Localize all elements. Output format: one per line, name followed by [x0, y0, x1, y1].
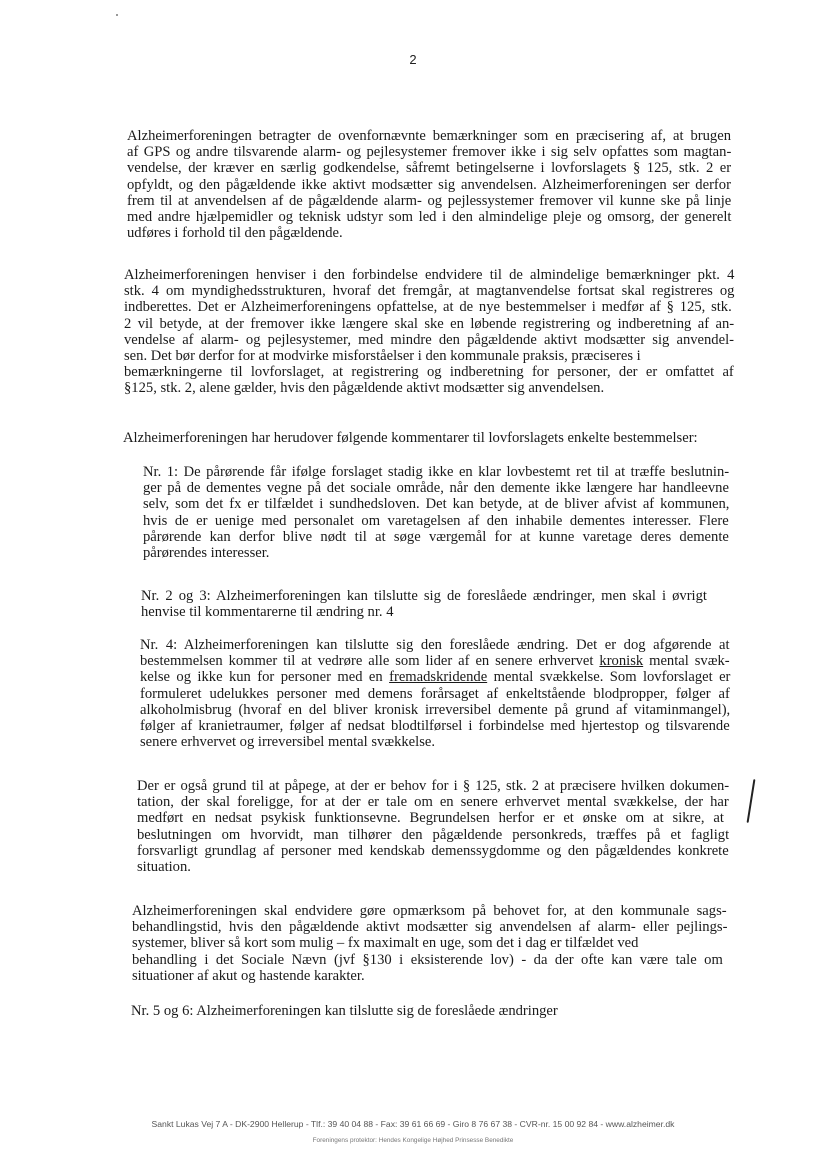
text-segment: kelse og ikke kun for personer med en: [140, 669, 390, 686]
text-segment: mental svæk-: [643, 653, 730, 670]
text-line: Alzheimerforeningen har herudover følgende kommentarer til lovforslagets enkelte bestemmelser:: [123, 430, 698, 446]
footer-patron: Foreningens protektor: Hendes Kongelige Højhed Prinsesse Benedikte: [312, 1137, 514, 1144]
text-line: Nr. 4: Alzheimerforeningen kan tilslutte sig den foreslåede ændring. Det er dog afgørende at: [140, 637, 730, 653]
underlined-word-fremadskridende: fremadskridende: [389, 669, 488, 686]
text-line: bemærkningerne til lovforslaget, at registrering og indberetning for personer, der er omfattet af: [124, 364, 734, 381]
paragraph-gps-precision: [127, 128, 731, 241]
scan-speck: [116, 14, 118, 16]
paragraph-case-processing: [132, 903, 727, 984]
text-line: behandling i det Sociale Nævn (jvf §130 i eksisterende lov) - da der ofte kan være tale om: [132, 951, 723, 968]
paragraph-nr-1: [143, 464, 729, 561]
text-line: opfyldt, og den pågældende ikke aktivt modsætter sig anvendelsen. Alzheimerforeningen ser derfor: [127, 176, 731, 193]
text-line: medført en nedsat psykisk funktionsevne. Begrundelsen herfor er et ønske om at sikre, at: [137, 810, 724, 827]
text-line: udføres i forhold til den pågældende.: [127, 225, 343, 242]
text-segment: mental svækkelse. Som lovforslaget er: [487, 669, 731, 686]
text-line: selv, som det fx er tilfældet i sundhedsloven. Det kan betyde, at de bliver afvist af kommunen,: [143, 496, 730, 513]
text-line: Alzheimerforeningen betragter de ovenfornævnte bemærkninger som en præcisering af, at brugen: [127, 128, 731, 144]
text-line: Alzheimerforeningen henviser i den forbindelse endvidere til de almindelige bemærkninger pkt. 4: [124, 267, 735, 283]
text-line: senere erhvervet og irreversibel mental svækkelse.: [140, 734, 436, 751]
text-line: Der er også grund til at påpege, at der er behov for i § 125, stk. 2 at præcisere hvilken dokumen-: [137, 778, 730, 794]
underlined-word-kronisk: kronisk: [599, 653, 644, 670]
text-line: ger på de dementes vegne på det sociale område, når den demente ikke længere har handleevne: [143, 480, 729, 497]
text-line: med andre hjælpemidler og teknisk udstyr som led i den almindelige pleje og omsorg, der generelt: [127, 209, 732, 226]
text-line: situationer af akut og hastende karakter.: [132, 967, 365, 984]
text-line: pårørendes interesser.: [143, 545, 270, 562]
paragraph-intro-comments: [123, 430, 729, 446]
text-line: situation.: [137, 859, 191, 876]
text-line-with-underline: [140, 669, 730, 685]
text-line: behandlingstid, hvis den pågældende aktivt modsætter sig anvendelsen af alarm- eller pejlings-: [132, 919, 728, 936]
text-line: §125, stk. 2, alene gælder, hvis den pågældende aktivt modsætter sig anvendelsen.: [124, 380, 605, 397]
text-line: Nr. 5 og 6: Alzheimerforeningen kan tilslutte sig de foreslåede ændringer: [131, 1003, 558, 1019]
text-line: indberettes. Det er Alzheimerforeningens opfattelse, at de nye bestemmelser i medfør af § 125, stk.: [124, 299, 732, 316]
text-line: pårørende kan derfor blive nødt til at søge værgemål for at kunne varetage deres demente: [143, 528, 729, 545]
text-line: forsvarligt grundlag af personer med kendskab demenssygdomme og den pågældendes konkrete: [137, 842, 729, 859]
text-segment: bestemmelsen kommer til at vedrøre alle som lider af en senere erhvervet: [140, 653, 600, 670]
text-line: stk. 4 om myndighedsstrukturen, hvoraf det fremgår, at magtanvendelse fortsat skal registreres og: [124, 283, 735, 300]
text-line: hvis de er uenige med personalet om varetagelsen af den inhabile dementes interesser. Flere: [143, 512, 729, 529]
text-line: vendelse af alarm- og pejlesystemer, med mindre den pågældende aktivt modsætter sig anvendel-: [124, 331, 734, 348]
text-line: følger af kranietraumer, følger af nedsat blodtilførsel i forbindelse med hjertestop og tilsvarende: [140, 718, 730, 735]
text-line: alkoholmisbrug (hvoraf en del bliver kronisk irreversibel demente på grund af vitaminmangel),: [140, 701, 731, 718]
text-line: systemer, bliver så kort som mulig – fx maximalt en uge, som det i dag er tilfældet ved: [132, 935, 639, 952]
text-line: Nr. 2 og 3: Alzheimerforeningen kan tilslutte sig de foreslåede ændringer, men skal i øvrigt: [141, 588, 707, 604]
paragraph-nr-5-6: [131, 1003, 591, 1019]
page-number: 2: [409, 52, 417, 67]
text-line: frem til at anvendelsen af de pågældende alarm- og pejlessystemer fremover vil kunne ske på linje: [127, 192, 732, 209]
text-line: af GPS og andre tilsvarende alarm- og pejlesystemer fremover ikke i sig selv opfattes som magtan-: [127, 144, 732, 161]
paragraph-nr-4: [140, 637, 730, 750]
footer-contact: Sankt Lukas Vej 7 A - DK-2900 Hellerup - Tlf.: 39 40 04 88 - Fax: 39 61 66 69 - Giro 8 76 67 38 - CVR-nr. 15 00 92 84 - www.alzheimer.dk: [151, 1119, 675, 1129]
text-line: tation, der skal foreligge, for at der er tale om en senere erhvervet mental svækkelse, der har: [137, 794, 729, 811]
paragraph-nr-2-3: [141, 588, 707, 620]
text-line-with-underline: [140, 653, 730, 669]
handwritten-margin-mark: [747, 779, 756, 823]
paragraph-documentation: [137, 778, 729, 875]
text-line: Nr. 1: De pårørende får ifølge forslaget stadig ikke en klar lovbestemt ret til at træffe beslutnin-: [143, 464, 730, 480]
paragraph-registration: [124, 267, 734, 397]
text-line: sen. Det bør derfor for at modvirke misforståelser i den kommunale praksis, præciseres i: [124, 348, 641, 365]
text-line: vendelse, der kræver en særlig godkendelse, såfremt betingelserne i lovforslagets § 125, stk. 2 er: [127, 160, 732, 177]
text-line: 2 vil betyde, at der fremover ikke længere skal ske en løbende registrering og indberetning af an-: [124, 315, 735, 332]
text-line: Alzheimerforeningen skal endvidere gøre opmærksom på behovet for, at den kommunale sags-: [132, 903, 727, 919]
text-line: formuleret udelukkes personer med demens forårsaget af enkeltstående blodpropper, følger af: [140, 685, 730, 702]
text-line: henvise til kommentarerne til ændring nr. 4: [141, 604, 394, 621]
text-line: beslutningen om hvorvidt, man tilhører den pågældende personkreds, træffes på et fagligt: [137, 826, 730, 843]
